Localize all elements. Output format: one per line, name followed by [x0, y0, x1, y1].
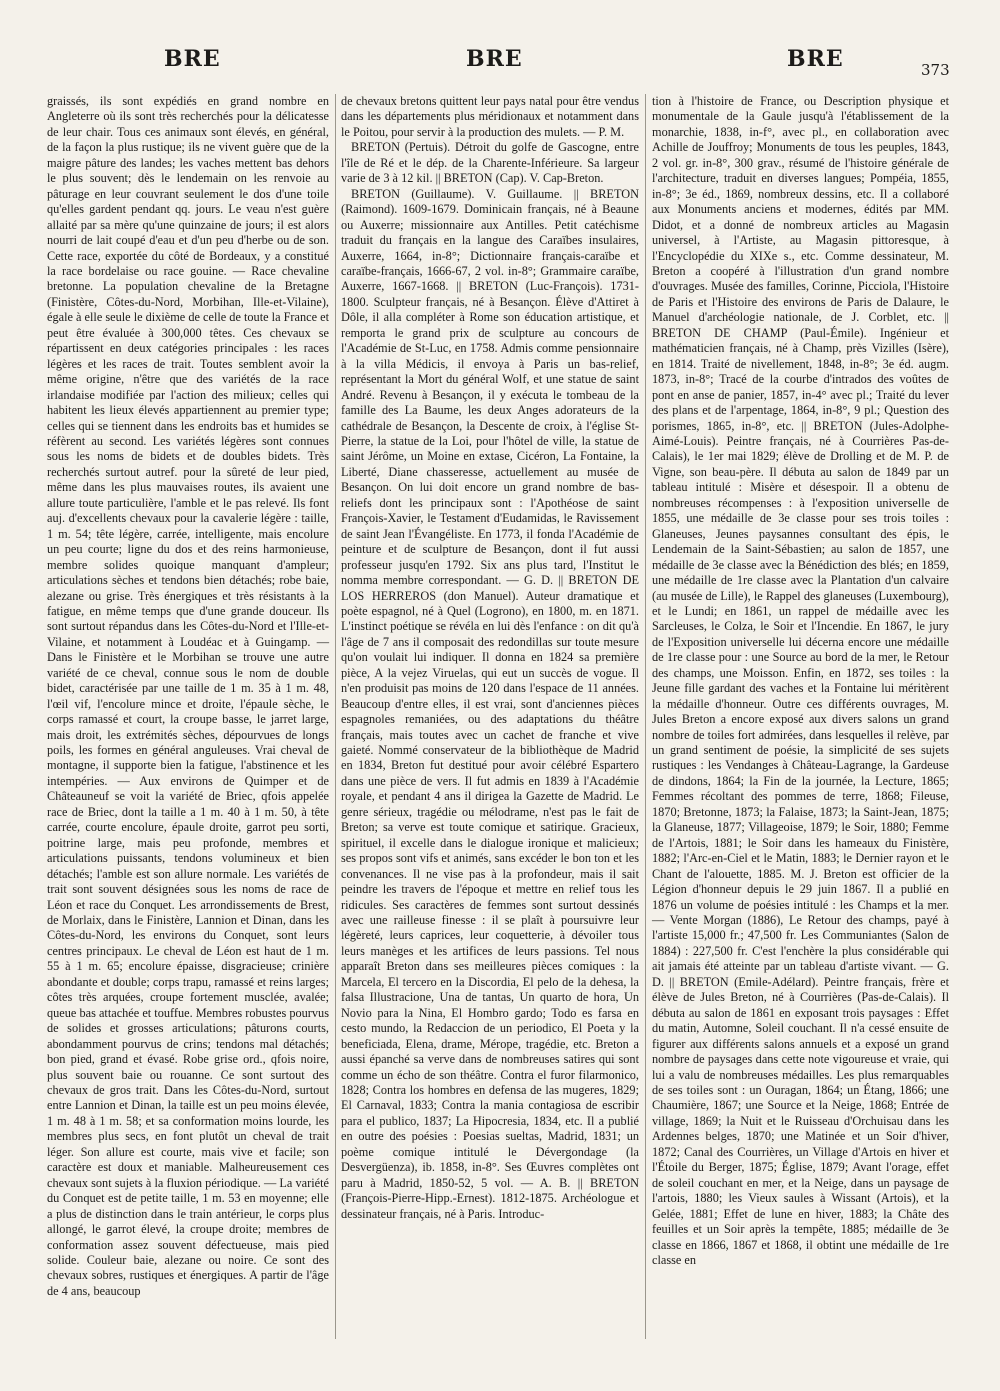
running-head-right: BRE	[787, 46, 844, 72]
running-head-center: BRE	[466, 46, 523, 72]
running-head-left: BRE	[164, 46, 221, 72]
dictionary-entry: BRETON (Pertuis). Détroit du golfe de Gascogne, entre l'île de Ré et le dép. de la Charente-Inférieure. Sa largeur varie de 3 à 12 kil. || BRETON (Cap). V. Cap-Breton.	[341, 140, 639, 186]
column-divider	[645, 94, 646, 1339]
dictionary-entry: BRETON (Guillaume). V. Guillaume. || BRETON (Raimond). 1609-1679. Dominicain français, né à Beaune ou Auxerre; missionnaire aux Antilles. Petit catéchisme traduit du français en la langue des Caraïbes insulaires, Auxerre, 1664, in-8°; Dictionnaire français-caraïbe et caraïbe-français, 1666-67, 2 vol. in-8°; Grammaire caraïbe, Auxerre, 1667-1668. || BRETON (Luc-François). 1731-1800. Sculpteur français, né à Besançon. Élève d'Attiret à Dôle, il alla compléter à Rome son éducation artistique, et remporta le grand prix de sculpture au concours de l'Académie de St-Luc, en 1758. Admis comme pensionnaire à la villa Médicis, il envoya à Paris un bas-relief, représentant la Mort du général Wolf, et une statue de saint André. Revenu à Besançon, il y exécuta le tombeau de la famille des La Baume, les deux Anges adorateurs de la cathédrale de Besançon, la Descente de croix, à l'église St-Pierre, la statue de la Loi, pour l'hôtel de ville, la statue de saint Jérôme, un Moine en extase, Cicéron, La Fontaine, la Liberté, Diane chasseresse, actuellement au musée de Besançon. On lui doit encore un grand nombre de bas-reliefs dont les principaux sont : l'Apothéose de saint François-Xavier, le Testament d'Eudamidas, le Ravissement de saint Jean l'Évangéliste. En 1773, il fonda l'Académie de peinture et de sculpture de Besançon, dont il fut aussi professeur jusqu'en 1792. Six ans plus tard, l'Institut le nomma membre correspondant. — G. D. || BRETON DE LOS HERREROS (don Manuel). Auteur dramatique et poète espagnol, né à Quel (Logrono), en 1800, m. en 1871. L'instinct poétique se révéla en lui dès l'enfance : on dit qu'à l'âge de 7 ans il composait des redondillas sur toute mesure qu'on voulait lui indiquer. Il donna en 1824 sa première pièce, A la vejez Viruelas, qui eut un succès de vogue. Il n'en produisit pas moins de 120 dans l'espace de 11 années. Beaucoup d'entre elles, il est vrai, sont d'anciennes pièces espagnoles remaniées, ou des adaptations du théâtre français, mais toutes avec un cachet de franche et vive gaieté. Nommé conservateur de la bibliothèque de Madrid en 1834, Breton fut destitué pour avoir célébré Espartero dans une pièce de vers. Il fut admis en 1839 à l'Académie royale, et pendant 4 ans il dirigea la Gazette de Madrid. Le genre sérieux, tragédie ou mélodrame, n'est pas le fait de Breton; sa verve est toute comique et satirique. Gracieux, spirituel, il excelle dans le dialogue ironique et malicieux; ses propos sont vifs et animés, sans excéder le bon ton et les convenances. Il ne vise pas à la profondeur, mais il sait peindre les travers de l'époque et mettre en relief tous les ridicules. Ses caractères de femmes sont surtout dessinés avec une railleuse finesse : il se plaît à poursuivre leur légèreté, leurs caprices, leur coquetterie, à dévoiler tous leurs manèges et les artifices de leurs passions. Tel nous apparaît Breton dans ses meilleures pièces comiques : la Marcela, El tercero en la Discordia, El pelo de la dehesa, la falsa Illustracione, Una de tantas, Un quarto de hora, Un Novio para la Nina, El Hombro gardo; Todo es farsa en cesto mundo, la Redaccion de un periodico, El Poeta y la beneficiada, Elena, drame, Mérope, tragédie, etc. Breton a aussi épanché sa verve dans de nombreuses satires qui sont comme un écho de son théâtre. Contra el furor filarmonico, 1828; Contra los hombres en defensa de las mugeres, 1829; El Carnaval, 1833; Contra la mania contagiosa de escribir para el publico, 1837; La Hipocresia, 1834, etc. Il a publié en outre des poésies : Poesias sueltas, Madrid, 1831; un poème comique intitulé le Dévergondage (la Desvergüenza), ib. 1858, in-8°. Ses Œuvres complètes ont paru à Madrid, 1850-52, 5 vol. — A. B. || BRETON (François-Pierre-Hipp.-Ernest). 1812-1875. Archéologue et dessinateur français, né à Paris. Introduc-	[341, 186, 639, 1221]
paragraph: de chevaux bretons quittent leur pays natal pour être vendus dans les départements plus méridionaux et notamment dans le Poitou, pour servir à la production des mulets. — P. M.	[341, 94, 639, 139]
page-header	[0, 46, 1000, 86]
text-column-center	[341, 94, 639, 1222]
column-divider	[335, 94, 336, 1339]
text-column-left	[47, 94, 329, 1299]
paragraph: graissés, ils sont expédiés en grand nombre en Angleterre où ils sont très recherchés pour la délicatesse de leur chair. Tous ces animaux sont élevés, en général, de la façon la plus rustique; ils ne vivent guère que de la maigre pâture des landes; les vaches mettent bas dehors le plus souvent; dès le lendemain on les renvoie au pâturage en leur couvrant seulement le dos d'une toile qu'elles gardent pendant qq. jours. Le veau n'est guère allaité par sa mère qu'une quinzaine de jours; il est alors nourri de lait coupé d'eau et d'un peu d'herbe ou de son. Cette race, exportée du côté de Bordeaux, y a constitué la race bordelaise ou race gouine. — Race chevaline bretonne. La population chevaline de la Bretagne (Finistère, Côtes-du-Nord, Morbihan, Ille-et-Vilaine), égale à elle seule le dixième de celle de toute la France et peut être évaluée à 300,000 têtes. Ces chevaux se répartissent en deux catégories principales : les races légères et les races de trait. Toutes semblent avoir la même origine, n'être que des variétés de la race irlandaise modifiée par l'action des milieux; celles qui habitent les lieux élevés appartiennent au premier type; celles qui se tiennent dans les endroits bas et humides se réfèrent au second. Les variétés légères sont connues sous les noms de bidets et de doubles bidets. Très recherchés surtout autref. pour la sûreté de leur pied, même dans les plus mauvaises routes, ils avaient une allure toute particulière, l'amble et le pas relevé. Ils font auj. d'excellents chevaux pour la cavalerie légère : taille, 1 m. 54; tête légère, carrée, intelligente, mais encolure un peu courte; ligne du dos et des reins harmonieuse, membre solides quoique manquant d'ampleur; articulations sèches et tendons bien détachés; robe baie, alezane ou grise. Très énergiques et très résistants à la fatigue, en même temps que d'une grande douceur. Ils sont surtout répandus dans les Côtes-du-Nord et l'Ille-et-Vilaine, et notamment à Loudéac et à Guingamp. — Dans le Finistère et le Morbihan se trouve une autre variété de ce cheval, connue sous le nom de double bidet, caractérisée par une taille de 1 m. 35 à 1 m. 48, l'œil vif, l'encolure mince et droite, l'épaule sèche, le corps ramassé et court, la croupe basse, le jarret large, mais droit, les extrémités sèches, dépourvues de longs poils, les formes en général anguleuses. Vrai cheval de montagne, il supporte bien la fatigue, l'abstinence et les intempéries. — Aux environs de Quimper et de Châteauneuf se voit la variété de Briec, qfois appelée race de Briec, dont la taille a 1 m. 40 à 1 m. 50, à tête carrée, courte encolure, épaule droite, garrot peu sorti, poitrine large, mais peu profonde, membres et articulations puissants, tendons volumineux et bien détachés; l'amble est son allure normale. Les variétés de trait sont souvent désignées sous les noms de race de Léon et race du Conquet. Les arrondissements de Brest, de Morlaix, dans le Finistère, Lannion et Dinan, dans les Côtes-du-Nord, les environs du Conquet, sont leurs centres principaux. Le cheval de Léon est haut de 1 m. 55 à 1 m. 65; encolure épaisse, disgracieuse; crinière abondante et double; corps trapu, ramassé et reins larges; côtes très arquées, croupe fortement musclée, avalée; queue bas attachée et touffue. Membres robustes pourvus de solides et grosses articulations; pâturons courts, abondamment pourvus de crins; tendons mal détachés; bon pied, grand et évasé. Robe grise ord., qfois noire, plus souvent baie ou rouanne. Ce sont surtout des chevaux de gros trait. Dans les Côtes-du-Nord, surtout entre Lannion et Dinan, la taille est un peu moins élevée, 1 m. 48 à 1 m. 58; et sa conformation moins lourde, les membres plus secs, en font plutôt un cheval de trait léger. Son allure est courte, mais vive et facile; son caractère est doux et maniable. Malheureusement ces chevaux sont sujets à la fluxion périodique. — La variété du Conquet est de petite taille, 1 m. 53 en moyenne; elle a plus de distinction dans le train antérieur, le corps plus allongé, le garrot élevé, la croupe droite; membres de conformation assez souvent défectueuse, mais pied solide. Couleur baie, alezane ou noire. Ce sont des chevaux sobres, rustiques et énergiques. A partir de l'âge de 4 ans, beaucoup	[47, 94, 329, 1298]
page-number: 373	[921, 61, 950, 79]
paragraph: tion à l'histoire de France, ou Description physique et monumentale de la Gaule jusqu'à l'établissement de la monarchie, 1838, in-f°, avec pl., en collaboration avec Achille de Jouffroy; Monuments de tous les peuples, 1843, 2 vol. gr. in-8°, 300 grav., résumé de l'histoire générale de l'architecture, traduit en diverses langues; Pompéia, 1855, in-8°; 3e éd., 1869, nombreux dessins, etc. Il a collaboré aux Monuments anciens et modernes, édités par MM. Didot, et a donné de nombreux articles au Magasin universel, à l'Artiste, au Magasin pittoresque, à l'Encyclopédie du XIXe s., etc. Comme dessinateur, M. Breton a coopéré à l'illustration d'un grand nombre d'ouvrages. Musée des familles, Corinne, Picciola, l'Histoire de Paris et l'Histoire des environs de Paris de Dalaure, le Manuel d'archéologie nationale, de J. Corblet, etc. || BRETON DE CHAMP (Paul-Émile). Ingénieur et mathématicien français, né à Champ, près Vizilles (Isère), en 1814. Traité de nivellement, 1848, in-8°; 3e éd. augm. 1873, in-8°; Tracé de la courbe d'intrados des voûtes de pont en anse de panier, 1857, in-4° avec pl.; Traité du lever des plans et de l'arpentage, 1864, in-8°, 9 pl.; Question des porismes, 1865, in-8°, etc. || BRETON (Jules-Adolphe-Aimé-Louis). Peintre français, né à Courrières Pas-de-Calais), le 1er mai 1829; élève de Drolling et de M. P. de Vigne, son beau-père. Il débuta au salon de 1849 par un tableau intitulé : Misère et désespoir. Il a obtenu de nombreuses récompenses : à l'exposition universelle de 1855, une médaille de 3e classe pour ses trois toiles : Glaneuses, Jeunes paysannes consultant des épis, le Lendemain de la Saint-Sébastien; au salon de 1857, une médaille de 3e classe avec la Bénédiction des blés; en 1859, une médaille de 1re classe avec la Plantation d'un calvaire (au musée de Lille), le Rappel des glaneuses (Luxembourg), et le Lundi; en 1861, un rappel de médaille avec les Sarcleuses, le Colza, le Soir et l'Incendie. En 1867, le jury de l'Exposition universelle lui décerna encore une médaille de 1re classe pour : une Source au bord de la mer, le Retour des champs, une Moisson. Enfin, en 1872, ses toiles : la Jeune fille gardant des vaches et la Fontaine lui méritèrent la médaille d'honneur. Outre ces différents ouvrages, M. Jules Breton a encore exposé aux divers salons un grand nombre de toiles fort admirées, dans lesquelles il relève, par un grand sentiment de poésie, la simplicité de ses sujets rustiques : les Vendanges à Château-Lagrange, la Gardeuse de dindons, 1864; la Fin de la journée, la Lecture, 1865; Femmes récoltant des pommes de terre, 1868; Fileuse, 1870; Bretonne, 1873; la Falaise, 1873; la Saint-Jean, 1875; la Glaneuse, 1877; Villageoise, 1879; le Soir, 1880; Femme de l'Artois, 1881; le Soir dans les hameaux du Finistère, 1882; l'Arc-en-Ciel et le Matin, 1883; le Dernier rayon et le Chant de l'alouette, 1885. M. J. Breton est officier de la Légion d'honneur depuis le 29 juin 1867. Il a publié en 1876 un volume de poésies intitulé : les Champs et la mer. — Vente Morgan (1886), Le Retour des champs, payé à l'artiste 15,000 fr.; 47,500 fr. Les Communiantes (Salon de 1884) : 227,500 fr. C'est l'enchère la plus considérable qui ait jamais été atteinte par un tableau d'artiste vivant. — G. D. || BRETON (Emile-Adélard). Peintre français, frère et élève de Jules Breton, né à Courrières (Pas-de-Calais). Il débuta au salon de 1861 en exposant trois paysages : Effet du matin, Automne, Soleil couchant. Il n'a cessé ensuite de figurer aux différents salons annuels et a exposé un grand nombre de paysages dans cette note vigoureuse et vraie, qui lui a valu de nombreuses médailles. Les plus remarquables de ses toiles sont : un Ouragan, 1864; un Étang, 1866; une Chaumière, 1867; une Source et la Neige, 1868; Entrée de village, 1869; la Nuit et le Ruisseau d'Orchuisau dans les Ardennes belges, 1870; une Matinée et un Soir d'hiver, 1872; Canal des Courrières, un Village d'Artois en hiver et l'Étoile du Berger, 1875; Église, 1879; Avant l'orage, effet de soleil couchant en mer, et la Neige, dans un paysage de l'artois, 1880; les Vieux saules à Wissant (Artois), et la Gelée, 1881; Effet de lune en hiver, 1883; la Châte des feuilles et un Soir après la tempête, 1885; médaille de 3e classe en 1866, 1867 et 1868, il obtint une médaille de 1re classe en	[652, 94, 949, 1267]
text-column-right	[652, 94, 949, 1268]
